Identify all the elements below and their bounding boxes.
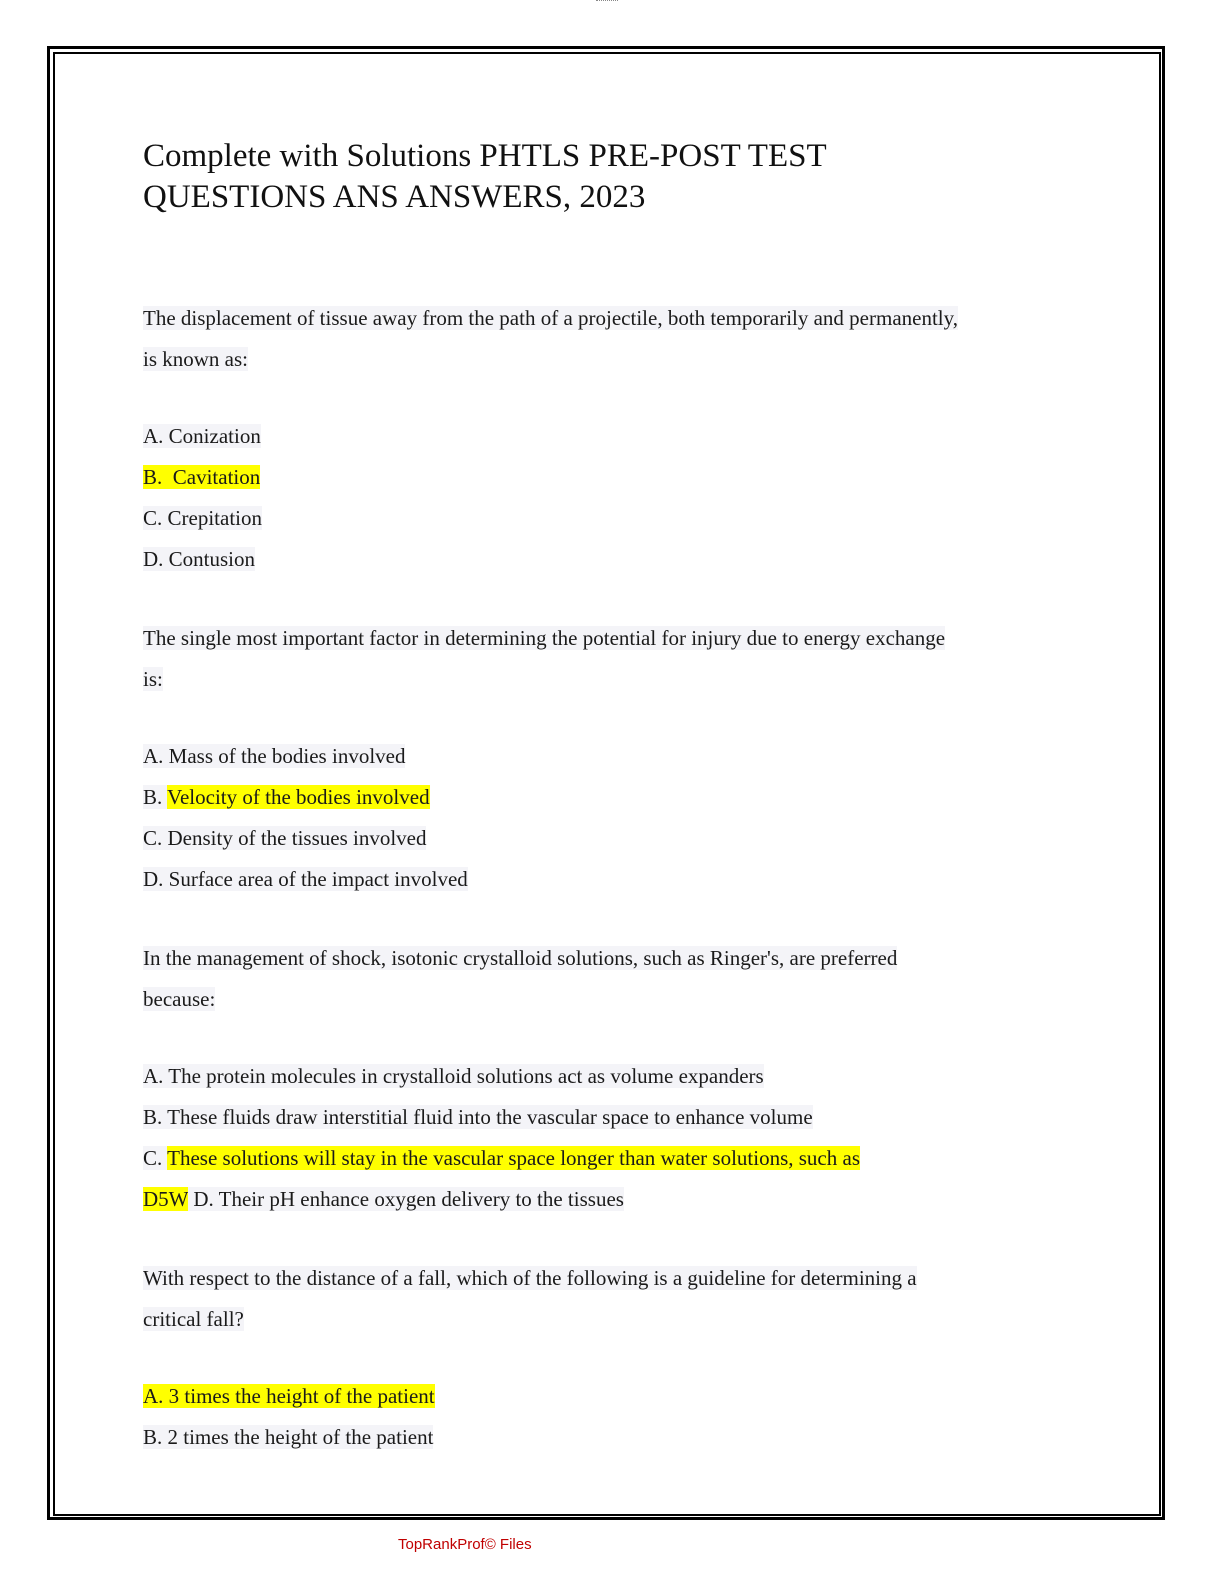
option-text-highlighted: B. Cavitation (143, 465, 261, 489)
stem-line-1: The displacement of tissue away from the path of a projectile, both temporarily and permanently, (143, 306, 959, 330)
option-a (143, 1056, 1103, 1097)
option-text: C. Density of the tissues involved (143, 826, 427, 850)
stem-line-2: because: (143, 987, 216, 1011)
option-text: C. Crepitation (143, 506, 262, 530)
option-d (143, 539, 1103, 580)
stem-line-1: In the management of shock, isotonic crystalloid solutions, such as Ringer's, are preferred (143, 946, 898, 970)
stem-line-2: is: (143, 667, 163, 691)
question-2 (143, 618, 1103, 900)
question-1 (143, 298, 1103, 580)
stem-line-1: The single most important factor in determining the potential for injury due to energy exchange (143, 626, 946, 650)
option-text: A. The protein molecules in crystalloid solutions act as volume expanders (143, 1064, 764, 1088)
option-b (143, 1097, 1103, 1138)
option-text-highlighted: D5W (143, 1187, 189, 1211)
option-c (143, 818, 1103, 859)
option-d (143, 859, 1103, 900)
option-d-text: D. Their pH enhance oxygen delivery to the tissues (188, 1187, 624, 1211)
title-line-2: QUESTIONS ANS ANSWERS, 2023 (143, 179, 646, 215)
option-text: A. Conization (143, 424, 261, 448)
top-margin-mark (596, 0, 618, 3)
option-c (143, 498, 1103, 539)
question-3 (143, 938, 1103, 1220)
option-letter: B. (143, 785, 168, 809)
option-b-correct (143, 457, 1103, 498)
option-text: B. 2 times the height of the patient (143, 1425, 434, 1449)
option-b (143, 1417, 1103, 1458)
question-stem (143, 618, 1103, 700)
stem-line-1: With respect to the distance of a fall, which of the following is a guideline for determining a (143, 1266, 917, 1290)
option-a-correct (143, 1376, 1103, 1417)
title-line-1: Complete with Solutions PHTLS PRE-POST TEST (143, 138, 827, 174)
option-text-highlighted: A. 3 times the height of the patient (143, 1384, 435, 1408)
question-stem (143, 938, 1103, 1020)
option-text-highlighted: Velocity of the bodies involved (167, 785, 430, 809)
option-text: A. Mass of the bodies involved (143, 744, 406, 768)
document-body (143, 136, 1103, 1458)
footer-watermark: TopRankProf© Files (398, 1536, 532, 1553)
option-a (143, 416, 1103, 457)
question-stem (143, 298, 1103, 380)
stem-line-2: is known as: (143, 347, 248, 371)
option-text: D. Contusion (143, 547, 256, 571)
option-c-continued-and-d (143, 1179, 1103, 1220)
option-a (143, 736, 1103, 777)
option-text: D. Surface area of the impact involved (143, 867, 468, 891)
question-4 (143, 1258, 1103, 1458)
stem-line-2: critical fall? (143, 1307, 244, 1331)
option-text: B. These fluids draw interstitial fluid into the vascular space to enhance volume (143, 1105, 813, 1129)
question-stem (143, 1258, 1103, 1340)
option-letter: C. (143, 1146, 168, 1170)
option-text-highlighted: These solutions will stay in the vascular space longer than water solutions, such as (167, 1146, 860, 1170)
document-title (143, 136, 1103, 218)
option-c-correct (143, 1138, 1103, 1179)
option-b-correct (143, 777, 1103, 818)
